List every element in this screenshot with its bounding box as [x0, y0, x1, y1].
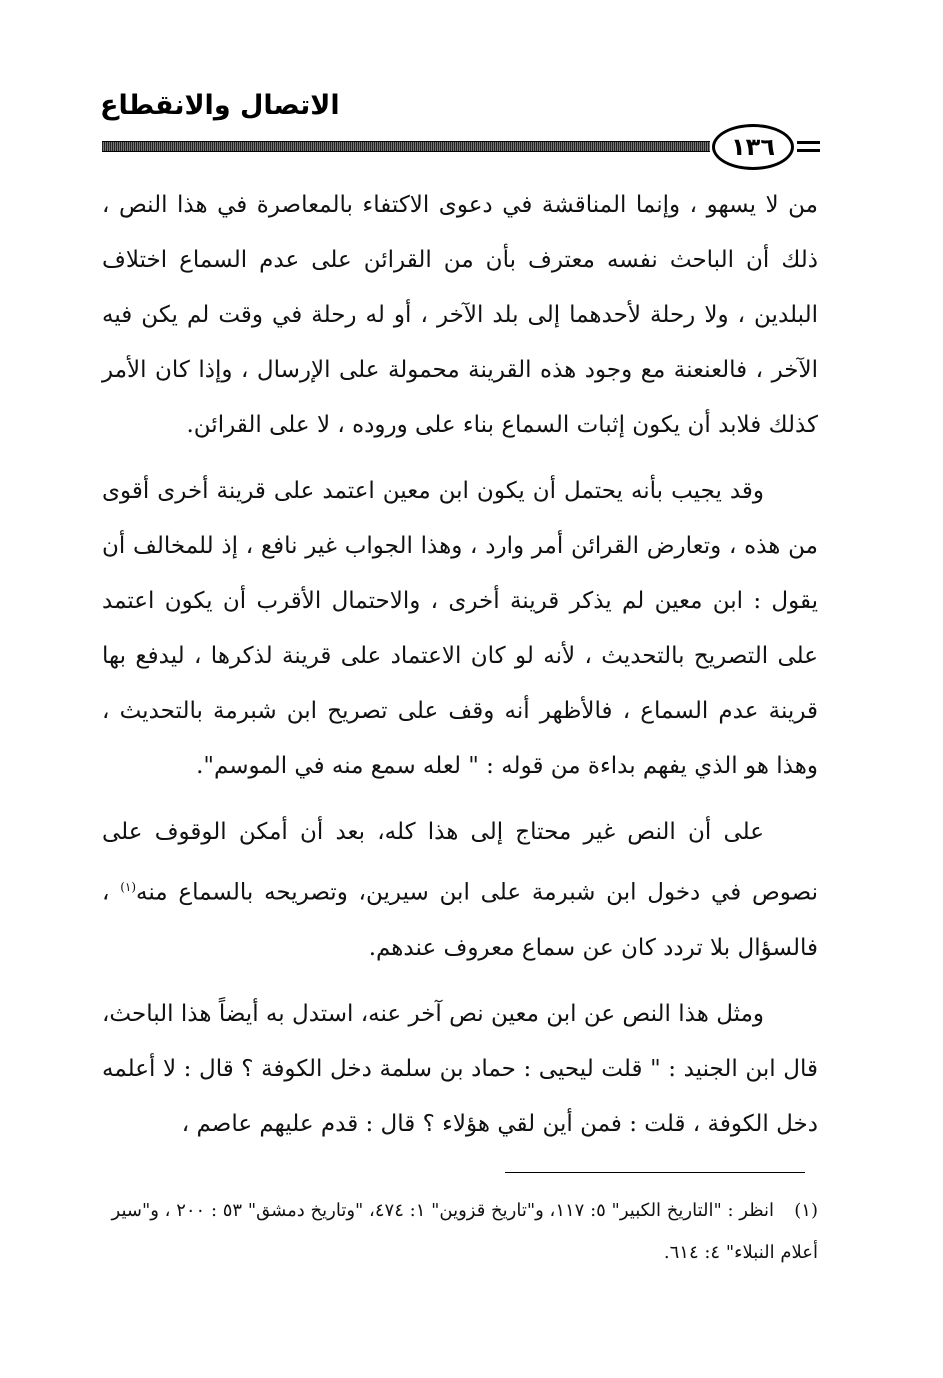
paragraph-3	[102, 805, 818, 976]
paragraph-3-text-before: على أن النص غير محتاج إلى هذا كله، بعد أن أمكن الوقوف على نصوص في دخول ابن شبرمة على ابن سيرين، وتصريحه بالسماع منه	[102, 819, 818, 906]
footnote-marker: (١)	[794, 1200, 818, 1221]
paragraph-1: من لا يسهو ، وإنما المناقشة في دعوى الاكتفاء بالمعاصرة في هذا النص ، ذلك أن الباحث نفسه معترف بأن من القرائن على عدم السماع اختلاف البلدين ، ولا رحلة لأحدهما إلى بلد الآخر ، أو له رحلة في وقت لم يكن فيه الآخر ، فالعنعنة مع وجود هذه القرينة محمولة على الإرسال ، وإذا كان الأمر كذلك فلابد أن يكون إثبات السماع بناء على وروده ، لا على القرائن.	[102, 192, 818, 438]
paragraph-3-text-after: ، فالسؤال بلا تردد كان عن سماع معروف عندهم.	[102, 879, 818, 961]
footnote-separator	[505, 1172, 805, 1173]
footnote-text: انظر : "التاريخ الكبير" ٥: ١١٧، و"تاريخ قزوين" ١: ٤٧٤، "وتاريخ دمشق" ٥٣ : ٢٠٠ ، و"سير أعلام النبلاء" ٤: ٦١٤.	[111, 1200, 818, 1263]
paragraph-4: ومثل هذا النص عن ابن معين نص آخر عنه، استدل به أيضاً هذا الباحث، قال ابن الجنيد : " قلت ليحيى : حماد بن سلمة دخل الكوفة ؟ قال : لا أعلمه دخل الكوفة ، قلت : فمن أين لقي هؤلاء ؟ قال : قدم عليهم عاصم ،	[102, 1000, 818, 1137]
header-rule-end	[797, 141, 820, 152]
running-title: الاتصال والانقطاع	[100, 90, 340, 121]
paragraph-2: وقد يجيب بأنه يحتمل أن يكون ابن معين اعتمد على قرينة أخرى أقوى من هذه ، وتعارض القرائن أمر وارد ، وهذا الجواب غير نافع ، إذ للمخالف أن يقول : ابن معين لم يذكر قرينة أخرى ، والاحتمال الأقرب أن يكون اعتمد على التصريح بالتحديث ، لأنه لو كان الاعتماد على قرينة لذكرها ، ليدفع بها قرينة عدم السماع ، فالأظهر أنه وقف على تصريح ابن شبرمة بالتحديث ، وهذا هو الذي يفهم بداءة من قوله : " لعله سمع منه في الموسم".	[102, 478, 818, 779]
footnote-reference[interactable]: (١)	[120, 880, 137, 894]
page-number: ١٣٦	[712, 124, 794, 170]
header-rule	[102, 141, 710, 152]
footnote	[102, 1190, 818, 1274]
body-text	[102, 178, 818, 1163]
